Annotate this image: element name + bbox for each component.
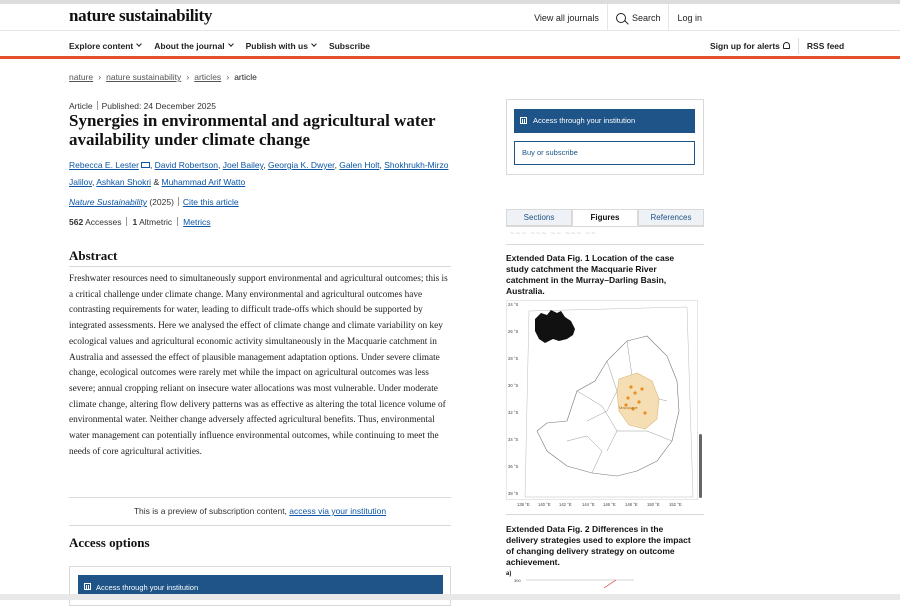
accesses-count: 562 — [69, 217, 84, 227]
meta-divider — [178, 197, 179, 206]
lat-label: 38 °S — [508, 491, 519, 496]
fig2-series-line — [604, 580, 616, 588]
abstract-heading: Abstract — [69, 248, 118, 263]
sidebar-tabs — [506, 209, 704, 227]
citation-line — [69, 197, 239, 207]
browser-bottom-strip — [0, 594, 900, 600]
author-link[interactable]: Galen Holt — [339, 160, 380, 170]
lon-label: 138 °E — [517, 502, 530, 507]
lon-label: 148 °E — [625, 502, 638, 507]
nav-about-journal[interactable] — [154, 41, 232, 51]
author-link[interactable]: Muhammad Arif Watto — [161, 176, 246, 187]
lat-label: 30 °S — [508, 383, 519, 388]
lat-label: 36 °S — [508, 464, 519, 469]
australia-inset-map — [535, 310, 575, 343]
email-icon[interactable] — [141, 162, 150, 169]
divider — [506, 244, 704, 245]
view-all-journals-link[interactable]: View all journals — [534, 12, 599, 23]
longitude-labels — [517, 502, 682, 507]
meta-divider — [126, 217, 127, 226]
nav-about-label: About the journal — [154, 40, 225, 51]
lon-label: 140 °E — [538, 502, 551, 507]
lon-label: 146 °E — [603, 502, 616, 507]
tab-sections[interactable]: Sections — [506, 209, 572, 226]
figure-1-caption[interactable]: Extended Data Fig. 1 Location of the case study catchment the Macquarie River catchment in the Murray–Darling Basin, Australia. — [506, 253, 675, 296]
lat-label: 28 °S — [508, 356, 519, 361]
lon-label: 144 °E — [582, 502, 595, 507]
lon-label: 150 °E — [647, 502, 660, 507]
access-institution-label: Access through your institution — [96, 583, 199, 592]
article-meta — [69, 101, 216, 111]
meta-divider — [97, 101, 98, 110]
divider — [506, 514, 704, 515]
breadcrumb-nature-sustainability[interactable]: nature sustainability — [106, 72, 182, 82]
lat-label: 34 °S — [508, 437, 519, 442]
figure-1-image[interactable] — [506, 300, 698, 507]
author-link[interactable]: Georgia K. Dwyer — [267, 160, 335, 170]
journal-logo[interactable]: nature sustainability — [69, 6, 213, 25]
metrics-link[interactable]: Metrics — [183, 217, 211, 227]
latitude-labels — [508, 302, 518, 496]
rss-feed-link[interactable]: RSS feed — [806, 40, 845, 51]
site-point — [640, 387, 643, 390]
nav-menu — [69, 32, 383, 59]
published-date: Published: 24 December 2025 — [101, 101, 216, 111]
site-point — [626, 396, 629, 399]
access-options-heading: Access options — [69, 535, 150, 550]
nav-explore-label: Explore content — [69, 40, 134, 51]
institution-icon — [520, 117, 527, 124]
fig2-tick-label: 300 — [514, 578, 521, 583]
chevron-right-icon: › — [186, 72, 190, 82]
breadcrumb-current: article — [234, 72, 257, 82]
tab-figures[interactable]: Figures — [572, 209, 638, 226]
meta-divider — [177, 217, 178, 226]
breadcrumb-nature[interactable]: nature — [69, 72, 94, 82]
author-list: Rebecca E. Lester , David Robertson, Joel Bailey, Georgia K. Dwyer, Galen Holt, Shokhrukh-Mirzo Jalilov, Ashkan Shokri & Muhammad Arif Watto — [69, 160, 449, 187]
cite-article-link[interactable]: Cite this article — [182, 197, 239, 207]
figure-2-preview[interactable] — [514, 576, 634, 594]
nav-publish[interactable] — [246, 41, 316, 51]
header-actions — [526, 4, 900, 31]
login-link[interactable]: Log in — [668, 4, 900, 31]
chevron-right-icon: › — [98, 72, 102, 82]
article-title: Synergies in environmental and agricultural water availability under climate change — [69, 111, 436, 149]
alerts-label: Sign up for alerts — [710, 40, 780, 51]
article-metrics — [69, 217, 211, 227]
preview-text: This is a preview of subscription content, — [133, 506, 290, 516]
lat-label: 24 °S — [508, 302, 519, 307]
altmetric-count: 1 — [132, 217, 138, 227]
bell-icon — [783, 42, 790, 49]
author-link[interactable]: David Robertson — [154, 160, 218, 170]
divider — [69, 266, 451, 267]
main-nav — [0, 32, 900, 59]
sign-up-alerts-link[interactable] — [702, 32, 798, 59]
nav-explore-content[interactable] — [69, 41, 141, 51]
site-point — [629, 385, 632, 388]
search-icon — [616, 13, 626, 23]
search-button[interactable] — [607, 4, 669, 31]
site-header — [0, 4, 900, 31]
chevron-down-icon — [136, 41, 142, 47]
search-label: Search — [631, 12, 661, 23]
figure-panel-scrollbar[interactable] — [699, 434, 702, 498]
chevron-down-icon — [228, 41, 234, 47]
figure-2-subpanel-label: a) — [506, 571, 512, 577]
chevron-down-icon — [311, 41, 317, 47]
tab-references[interactable]: References — [638, 209, 704, 226]
author-link[interactable]: Joel Bailey — [222, 160, 264, 170]
nav-publish-label: Publish with us — [245, 40, 308, 51]
lat-label: 32 °S — [508, 410, 519, 415]
figure-2-caption[interactable]: Extended Data Fig. 2 Differences in the delivery strategies used to explore the impact of changing delivery strategy on outcome achievement. — [506, 524, 691, 567]
lon-label: 152 °E — [669, 502, 682, 507]
truncated-figure-text: ~~~ ~~~ ~~ ~~~ ~~ — [510, 229, 597, 238]
author-link[interactable]: Ashkan Shokri — [96, 176, 152, 187]
site-point — [643, 411, 646, 414]
breadcrumb — [69, 72, 257, 82]
access-via-institution-link[interactable]: access via your institution — [289, 506, 387, 516]
subscription-preview-notice — [69, 497, 451, 526]
altmetric-label: Altmetric — [139, 217, 173, 227]
lon-label: 142 °E — [559, 502, 572, 507]
author-link[interactable]: Shokhrukh-Mirzo Jalilov — [69, 160, 449, 187]
nav-subscribe[interactable]: Subscribe — [328, 40, 371, 51]
site-point — [633, 391, 636, 394]
abstract-text: Freshwater resources need to simultaneously support environmental and agricultural outcomes; this is a critical challenge under climate change. Many environmental and agricultural outcomes have contrasting requirements for water, leading to difficult trade-offs which should be supported by integrated assessments. Here we analysed the effect of climate change and climate variability on key ecological values and agricultural economic activity simultaneously in the Macquarie catchment in Australia and assessed the effect of plausible management adaptation options. Under severe climate change, ecological outcomes were rarely met while the impact on agricultural outcomes was less severe; annual cropping reliant on insecure water allocations was most vulnerable. Under moderate climate change, altering flow delivery patterns was as effective as altering the total licence volume of environmental water. Neither change adversely affected agricultural benefits. Thus, environmental water management can potentially influence environmental outcomes, while continuing to meet the needs of core agricultural activities. — [69, 274, 448, 457]
site-point — [637, 400, 640, 403]
catchment-map — [507, 301, 699, 507]
lat-label: 26 °S — [508, 329, 519, 334]
author-link[interactable]: Rebecca E. Lester — [69, 160, 139, 170]
macquarie-label: Macquarie — [619, 405, 638, 410]
accesses-label: Accesses — [85, 217, 122, 227]
buy-or-subscribe-button[interactable]: Buy or subscribe — [514, 141, 695, 165]
sidebar-access-institution-button[interactable] — [514, 109, 695, 133]
journal-link[interactable]: Nature Sustainability — [69, 197, 147, 207]
chevron-right-icon: › — [226, 72, 230, 82]
publication-year: (2025) — [149, 197, 174, 207]
article-type: Article — [69, 101, 93, 111]
sidebar-access-label: Access through your institution — [533, 116, 636, 125]
breadcrumb-articles[interactable]: articles — [194, 72, 222, 82]
institution-icon — [84, 583, 91, 590]
